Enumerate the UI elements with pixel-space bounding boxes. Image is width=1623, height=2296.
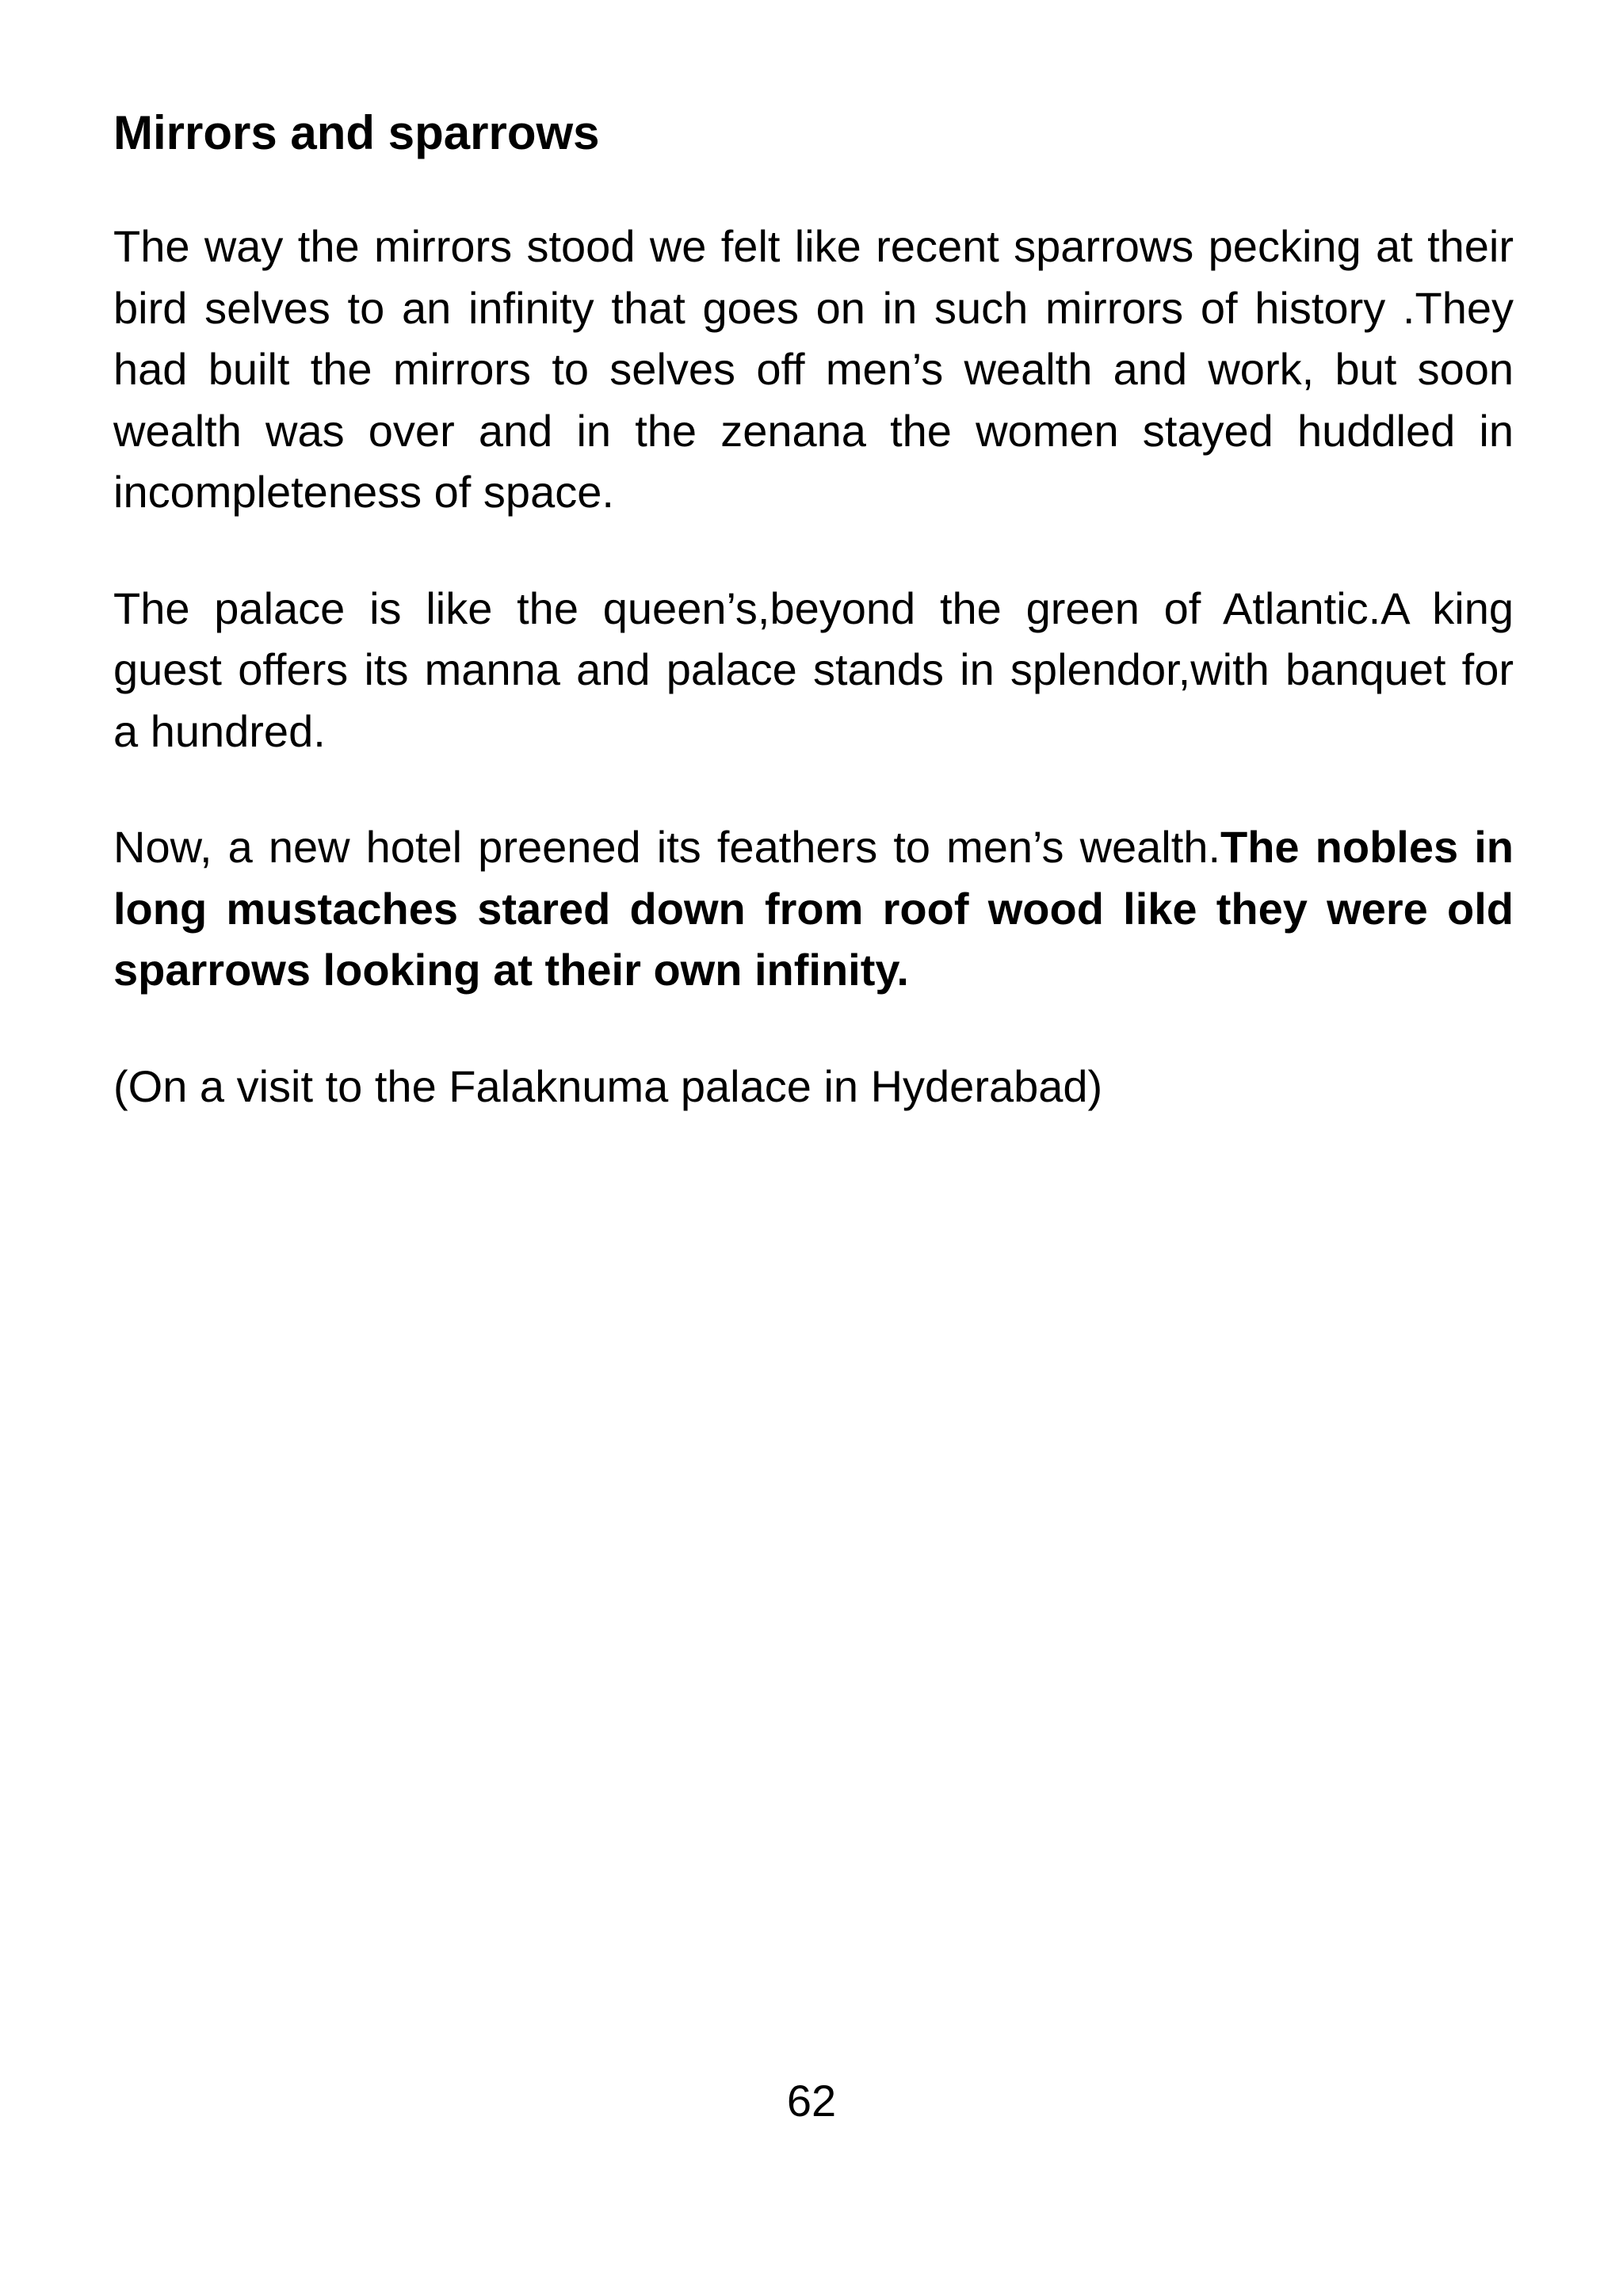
paragraph-3-bold-text: The nobles in long mustaches stared down from roof wood like they were old sparrows looking at their own infinity. <box>113 822 1514 995</box>
paragraph-3-regular-text: Now, a new hotel preened its feathers to men’s wealth. <box>113 822 1221 872</box>
page-number: 62 <box>786 2076 837 2126</box>
visit-note: (On a visit to the Falaknuma palace in Hyderabad) <box>113 1060 1103 1111</box>
paragraph-3 <box>113 816 1514 1001</box>
poem-title: Mirrors and sparrows <box>113 106 600 159</box>
paragraph-2: The palace is like the queen’s,beyond the green of Atlantic.A king guest offers its manna and palace stands in splendor,with banquet for a hundred. <box>113 583 1514 756</box>
paragraph-1: The way the mirrors stood we felt like recent sparrows pecking at their bird selves to an infinity that goes on in such mirrors of history .They had built the mirrors to selves off men’s wealth and work, but soon wealth was over and in the zenana the women stayed huddled in incompleteness of space. <box>113 221 1514 517</box>
page-content <box>113 101 1514 1117</box>
